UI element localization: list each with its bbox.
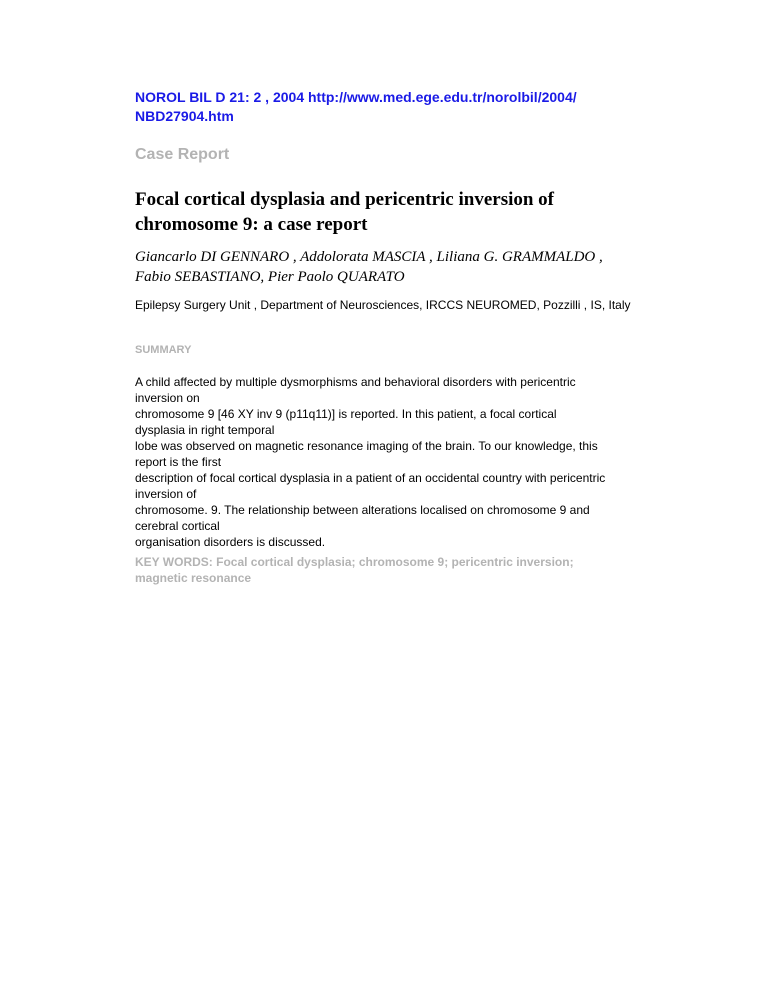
abstract-text (135, 374, 635, 550)
affiliation: Epilepsy Surgery Unit , Department of Neurosciences, IRCCS NEUROMED, Pozzilli , IS, Italy (135, 298, 631, 312)
abstract-line: inversion on (135, 391, 200, 405)
section-type-label: Case Report (135, 146, 230, 163)
abstract-line: cerebral cortical (135, 519, 220, 533)
abstract-line: report is the first (135, 455, 222, 469)
abstract-line: chromosome. 9. The relationship between alterations localised on chromosome 9 and (135, 503, 590, 517)
abstract-line: dysplasia in right temporal (135, 423, 275, 437)
keywords: KEY WORDS: Focal cortical dysplasia; chromosome 9; pericentric inversion; magnetic resonance (135, 555, 574, 585)
author-list: Giancarlo DI GENNARO , Addolorata MASCIA , Liliana G. GRAMMALDO , Fabio SEBASTIANO, Pier Paolo QUARATO (135, 249, 603, 285)
abstract-line: A child affected by multiple dysmorphisms and behavioral disorders with pericentric (135, 375, 576, 389)
journal-citation-link[interactable]: NOROL BIL D 21: 2 , 2004 http://www.med.ege.edu.tr/norolbil/2004/ NBD27904.htm (135, 89, 577, 124)
abstract-line: chromosome 9 [46 XY inv 9 (p11q11)] is reported. In this patient, a focal cortical (135, 407, 557, 421)
abstract-line: description of focal cortical dysplasia in a patient of an occidental country with pericentric (135, 471, 606, 485)
paper-title: Focal cortical dysplasia and pericentric inversion of chromosome 9: a case report (135, 189, 555, 235)
article-page (135, 88, 635, 585)
abstract-line: inversion of (135, 487, 197, 501)
abstract-line: lobe was observed on magnetic resonance imaging of the brain. To our knowledge, this (135, 439, 598, 453)
abstract-line: organisation disorders is discussed. (135, 535, 326, 549)
summary-heading: SUMMARY (135, 344, 192, 356)
